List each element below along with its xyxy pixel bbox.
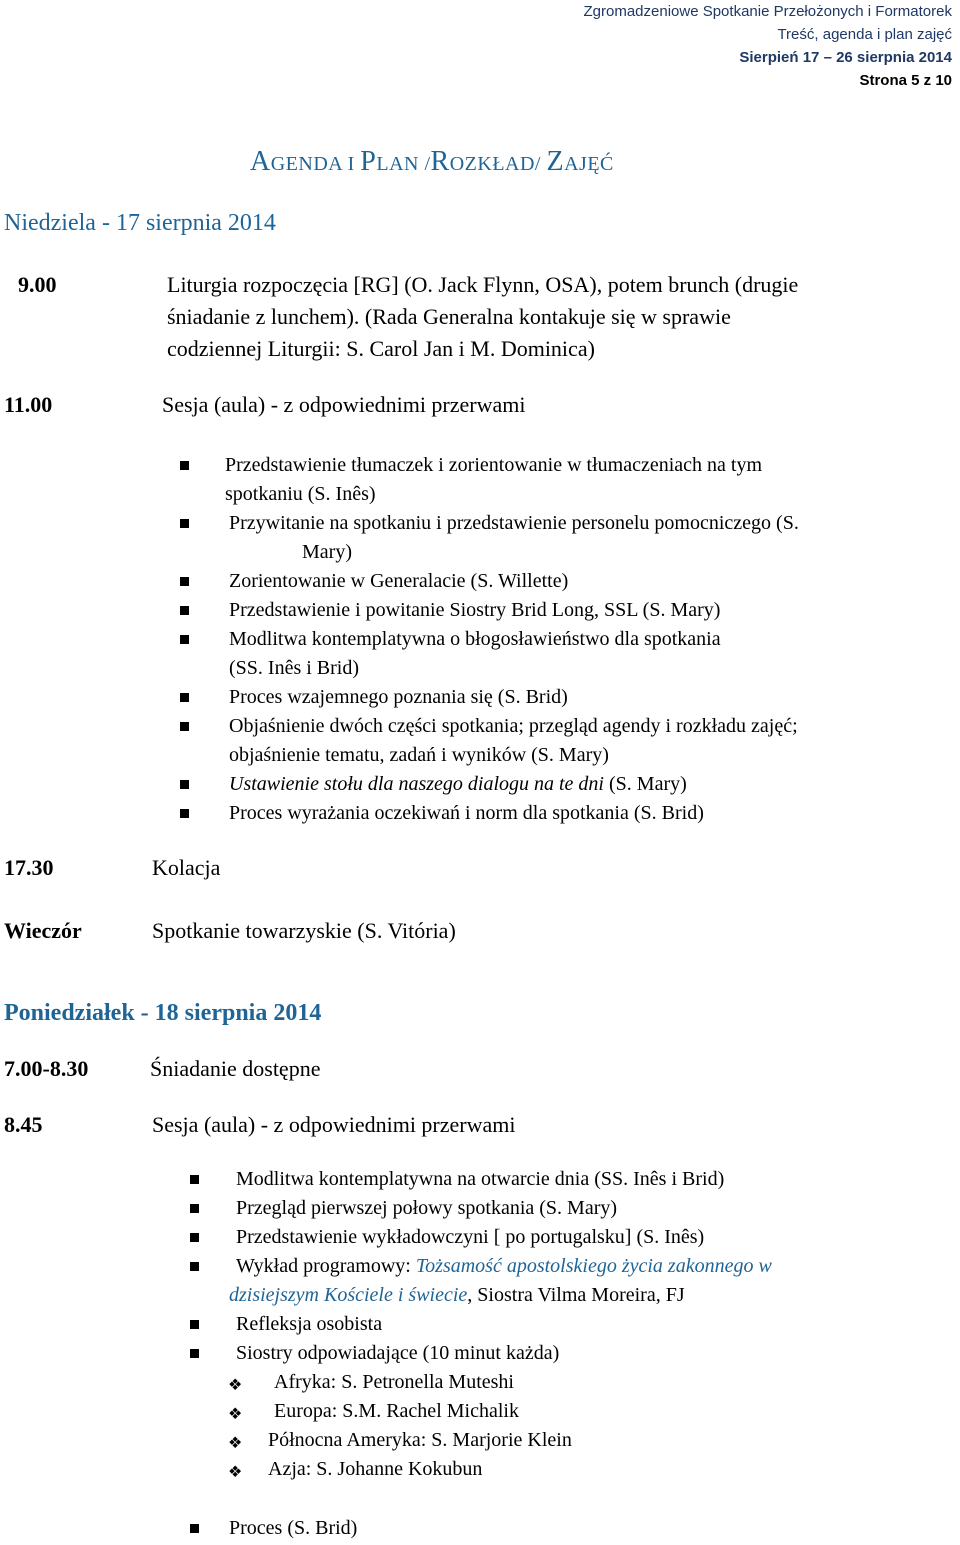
event-time: 17.30 (4, 855, 54, 880)
diamond-bullet-icon: ❖ (228, 1406, 243, 1423)
bullet-icon (180, 519, 189, 528)
bullet-icon (180, 780, 189, 789)
header-meeting-title: Zgromadzeniowe Spotkanie Przełożonych i Formatorek (583, 3, 952, 20)
list-item: Refleksja osobista (236, 1313, 383, 1335)
page-title: AGENDA I PLAN /ROZKŁAD/ ZAJĘĆ (250, 146, 614, 177)
list-item: Mary) (302, 541, 352, 563)
bullet-icon (180, 809, 189, 818)
header-dates: Sierpień 17 – 26 sierpnia 2014 (739, 49, 952, 66)
bullet-icon (190, 1204, 199, 1213)
event-text: śniadanie z lunchem). (Rada Generalna kontakuje się w sprawie (167, 304, 731, 329)
header-subtitle: Treść, agenda i plan zajęć (777, 26, 952, 43)
diamond-bullet-icon: ❖ (228, 1464, 243, 1481)
bullet-icon (190, 1262, 199, 1271)
bullet-icon (180, 722, 189, 731)
list-item: Azja: S. Johanne Kokubun (268, 1458, 483, 1480)
event-text: codziennej Liturgii: S. Carol Jan i M. Dominica) (167, 336, 595, 361)
list-item: Europa: S.M. Rachel Michalik (274, 1400, 519, 1422)
event-time: 8.45 (4, 1112, 43, 1137)
event-text: Spotkanie towarzyskie (S. Vitória) (152, 918, 456, 943)
list-item: Ustawienie stołu dla naszego dialogu na te dni (S. Mary) (229, 773, 687, 795)
list-item: Zorientowanie w Generalacie (S. Willette) (229, 570, 569, 592)
bullet-icon (180, 606, 189, 615)
bullet-icon (180, 693, 189, 702)
list-item: Siostry odpowiadające (10 minut każda) (236, 1342, 560, 1364)
bullet-icon (190, 1524, 199, 1533)
list-item: Proces (S. Brid) (229, 1517, 358, 1539)
list-item: objaśnienie tematu, zadań i wyników (S. Mary) (229, 744, 609, 766)
bullet-icon (180, 635, 189, 644)
list-item: Proces wyrażania oczekiwań i norm dla spotkania (S. Brid) (229, 802, 704, 824)
list-item: dzisiejszym Kościele i świecie, Siostra Vilma Moreira, FJ (229, 1284, 685, 1306)
list-item: Przedstawienie tłumaczek i zorientowanie w tłumaczeniach na tym (225, 454, 763, 476)
event-text: Sesja (aula) - z odpowiednimi przerwami (162, 392, 526, 417)
diamond-bullet-icon: ❖ (228, 1377, 243, 1394)
list-item: Proces wzajemnego poznania się (S. Brid) (229, 686, 568, 708)
page-header (583, 0, 952, 92)
event-time: 9.00 (18, 272, 57, 297)
event-text: Liturgia rozpoczęcia [RG] (O. Jack Flynn, OSA), potem brunch (drugie (167, 272, 799, 297)
list-item: Modlitwa kontemplatywna na otwarcie dnia (SS. Inês i Brid) (236, 1168, 725, 1190)
bullet-icon (180, 577, 189, 586)
bullet-icon (180, 461, 189, 470)
day-heading-sunday: Niedziela - 17 sierpnia 2014 (4, 210, 276, 236)
bullet-icon (190, 1175, 199, 1184)
list-item: Przywitanie na spotkaniu i przedstawienie personelu pomocniczego (S. (229, 512, 799, 534)
event-text: Sesja (aula) - z odpowiednimi przerwami (152, 1112, 516, 1137)
list-item: Modlitwa kontemplatywna o błogosławieństwo dla spotkania (229, 628, 721, 650)
event-text: Śniadanie dostępne (150, 1056, 321, 1081)
list-item: spotkaniu (S. Inês) (225, 483, 376, 505)
list-item: Przegląd pierwszej połowy spotkania (S. Mary) (236, 1197, 618, 1219)
day-heading-monday: Poniedziałek - 18 sierpnia 2014 (4, 1000, 322, 1026)
bullet-icon (190, 1233, 199, 1242)
event-time: 7.00-8.30 (4, 1056, 89, 1081)
event-time: Wieczór (4, 918, 82, 943)
bullet-icon (190, 1349, 199, 1358)
page-number: Strona 5 z 10 (859, 72, 952, 89)
diamond-bullet-icon: ❖ (228, 1435, 243, 1452)
list-item: Przedstawienie wykładowczyni [ po portugalsku] (S. Inês) (236, 1226, 705, 1248)
event-text: Kolacja (152, 855, 221, 880)
list-item: Przedstawienie i powitanie Siostry Brid Long, SSL (S. Mary) (229, 599, 721, 621)
list-item: Objaśnienie dwóch części spotkania; przegląd agendy i rozkładu zajęć; (229, 715, 798, 737)
event-time: 11.00 (4, 392, 53, 417)
list-item: (SS. Inês i Brid) (229, 657, 359, 679)
list-item: Afryka: S. Petronella Muteshi (274, 1371, 514, 1393)
list-item: Wykład programowy: Tożsamość apostolskiego życia zakonnego w (236, 1255, 772, 1277)
list-item: Północna Ameryka: S. Marjorie Klein (268, 1429, 572, 1451)
bullet-icon (190, 1320, 199, 1329)
